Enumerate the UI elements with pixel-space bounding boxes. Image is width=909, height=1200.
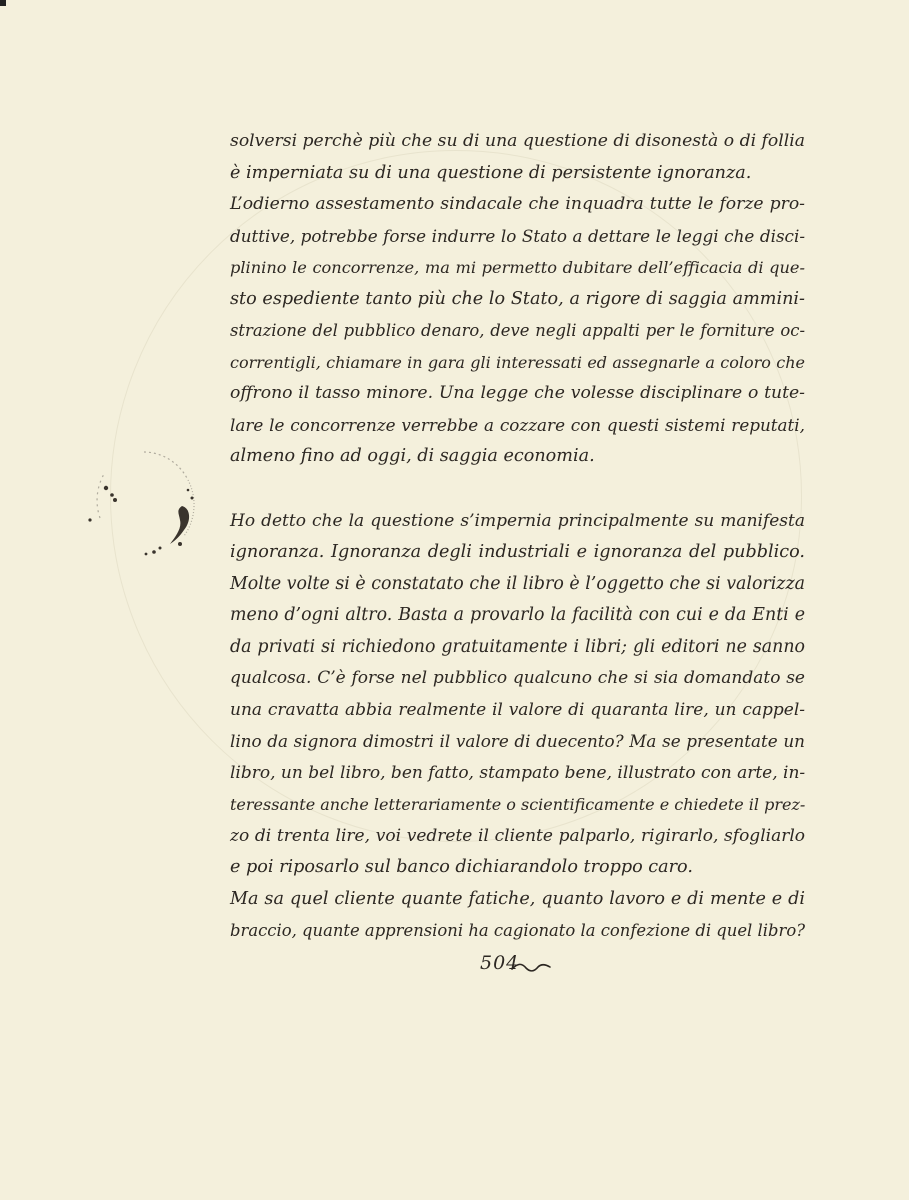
text-line: lare le concorrenze verrebbe a cozzare con questi sistemi reputati, (230, 414, 805, 435)
text-line: braccio, quante apprensioni ha cagionato la confezione di quel libro? (230, 921, 805, 940)
text-line: offrono il tasso minore. Una legge che volesse disciplinare o tute- (230, 383, 805, 403)
paragraph (230, 189, 805, 473)
text-line: e poi riposarlo sul banco dichiarandolo troppo caro. (230, 857, 693, 877)
paragraph (230, 506, 805, 884)
text-line: Molte volte si è constatato che il libro è l’oggetto che si valorizza (230, 573, 805, 594)
text-line: almeno fino ad oggi, di saggia economia. (230, 446, 595, 466)
text-line: una cravatta abbia realmente il valore di quaranta lire, un cappel- (230, 699, 805, 720)
text-line: plinino le concorrenze, ma mi permetto dubitare dell’efficacia di que- (230, 258, 805, 277)
text-line: lino da signora dimostri il valore di duecento? Ma se presentate un (230, 731, 805, 751)
text-line: sto espediente tanto più che lo Stato, a rigore di saggia ammini- (230, 288, 805, 309)
page-number: 504 (480, 952, 520, 974)
text-line: teressante anche letterariamente o scientificamente e chiedete il prez- (230, 795, 806, 814)
text-line: ignoranza. Ignoranza degli industriali e ignoranza del pubblico. (230, 542, 805, 562)
paragraph (230, 126, 805, 189)
text-line: Ho detto che la questione s’impernia principalmente su manifesta (230, 510, 805, 531)
text-line: L’odierno assestamento sindacale che inquadra tutte le forze pro- (230, 194, 805, 214)
paragraph-gap (230, 473, 805, 506)
text-line: libro, un bel libro, ben fatto, stampato bene, illustrato con arte, in- (230, 762, 806, 783)
text-line: solversi perchè più che su di una questione di disonestà o di follia (230, 131, 805, 151)
scan-corner-mark (0, 0, 6, 6)
text-line: Ma sa quel cliente quante fatiche, quanto lavoro e di mente e di (230, 888, 805, 909)
text-line: è imperniata su di una questione di persistente ignoranza. (230, 162, 752, 183)
text-line: da privati si richiedono gratuitamente i libri; gli editori ne sanno (230, 636, 805, 657)
body-text (230, 126, 805, 947)
paragraph (230, 884, 805, 947)
text-line: correntigli, chiamare in gara gli interessati ed assegnarle a coloro che (230, 352, 805, 372)
text-line: qualcosa. C’è forse nel pubblico qualcuno che si sia domandato se (230, 668, 805, 688)
text-line: meno d’ogni altro. Basta a provarlo la facilità con cui e da Enti e (230, 605, 805, 625)
text-line: duttive, potrebbe forse indurre lo Stato a dettare le leggi che disci- (230, 225, 805, 246)
text-line: zo di trenta lire, voi vedrete il cliente palparlo, rigirarlo, sfogliarlo (230, 825, 805, 846)
library-stamp-icon (84, 440, 204, 570)
text-line: strazione del pubblico denaro, deve negli appalti per le forniture oc- (230, 321, 805, 340)
flourish-icon (510, 960, 552, 974)
